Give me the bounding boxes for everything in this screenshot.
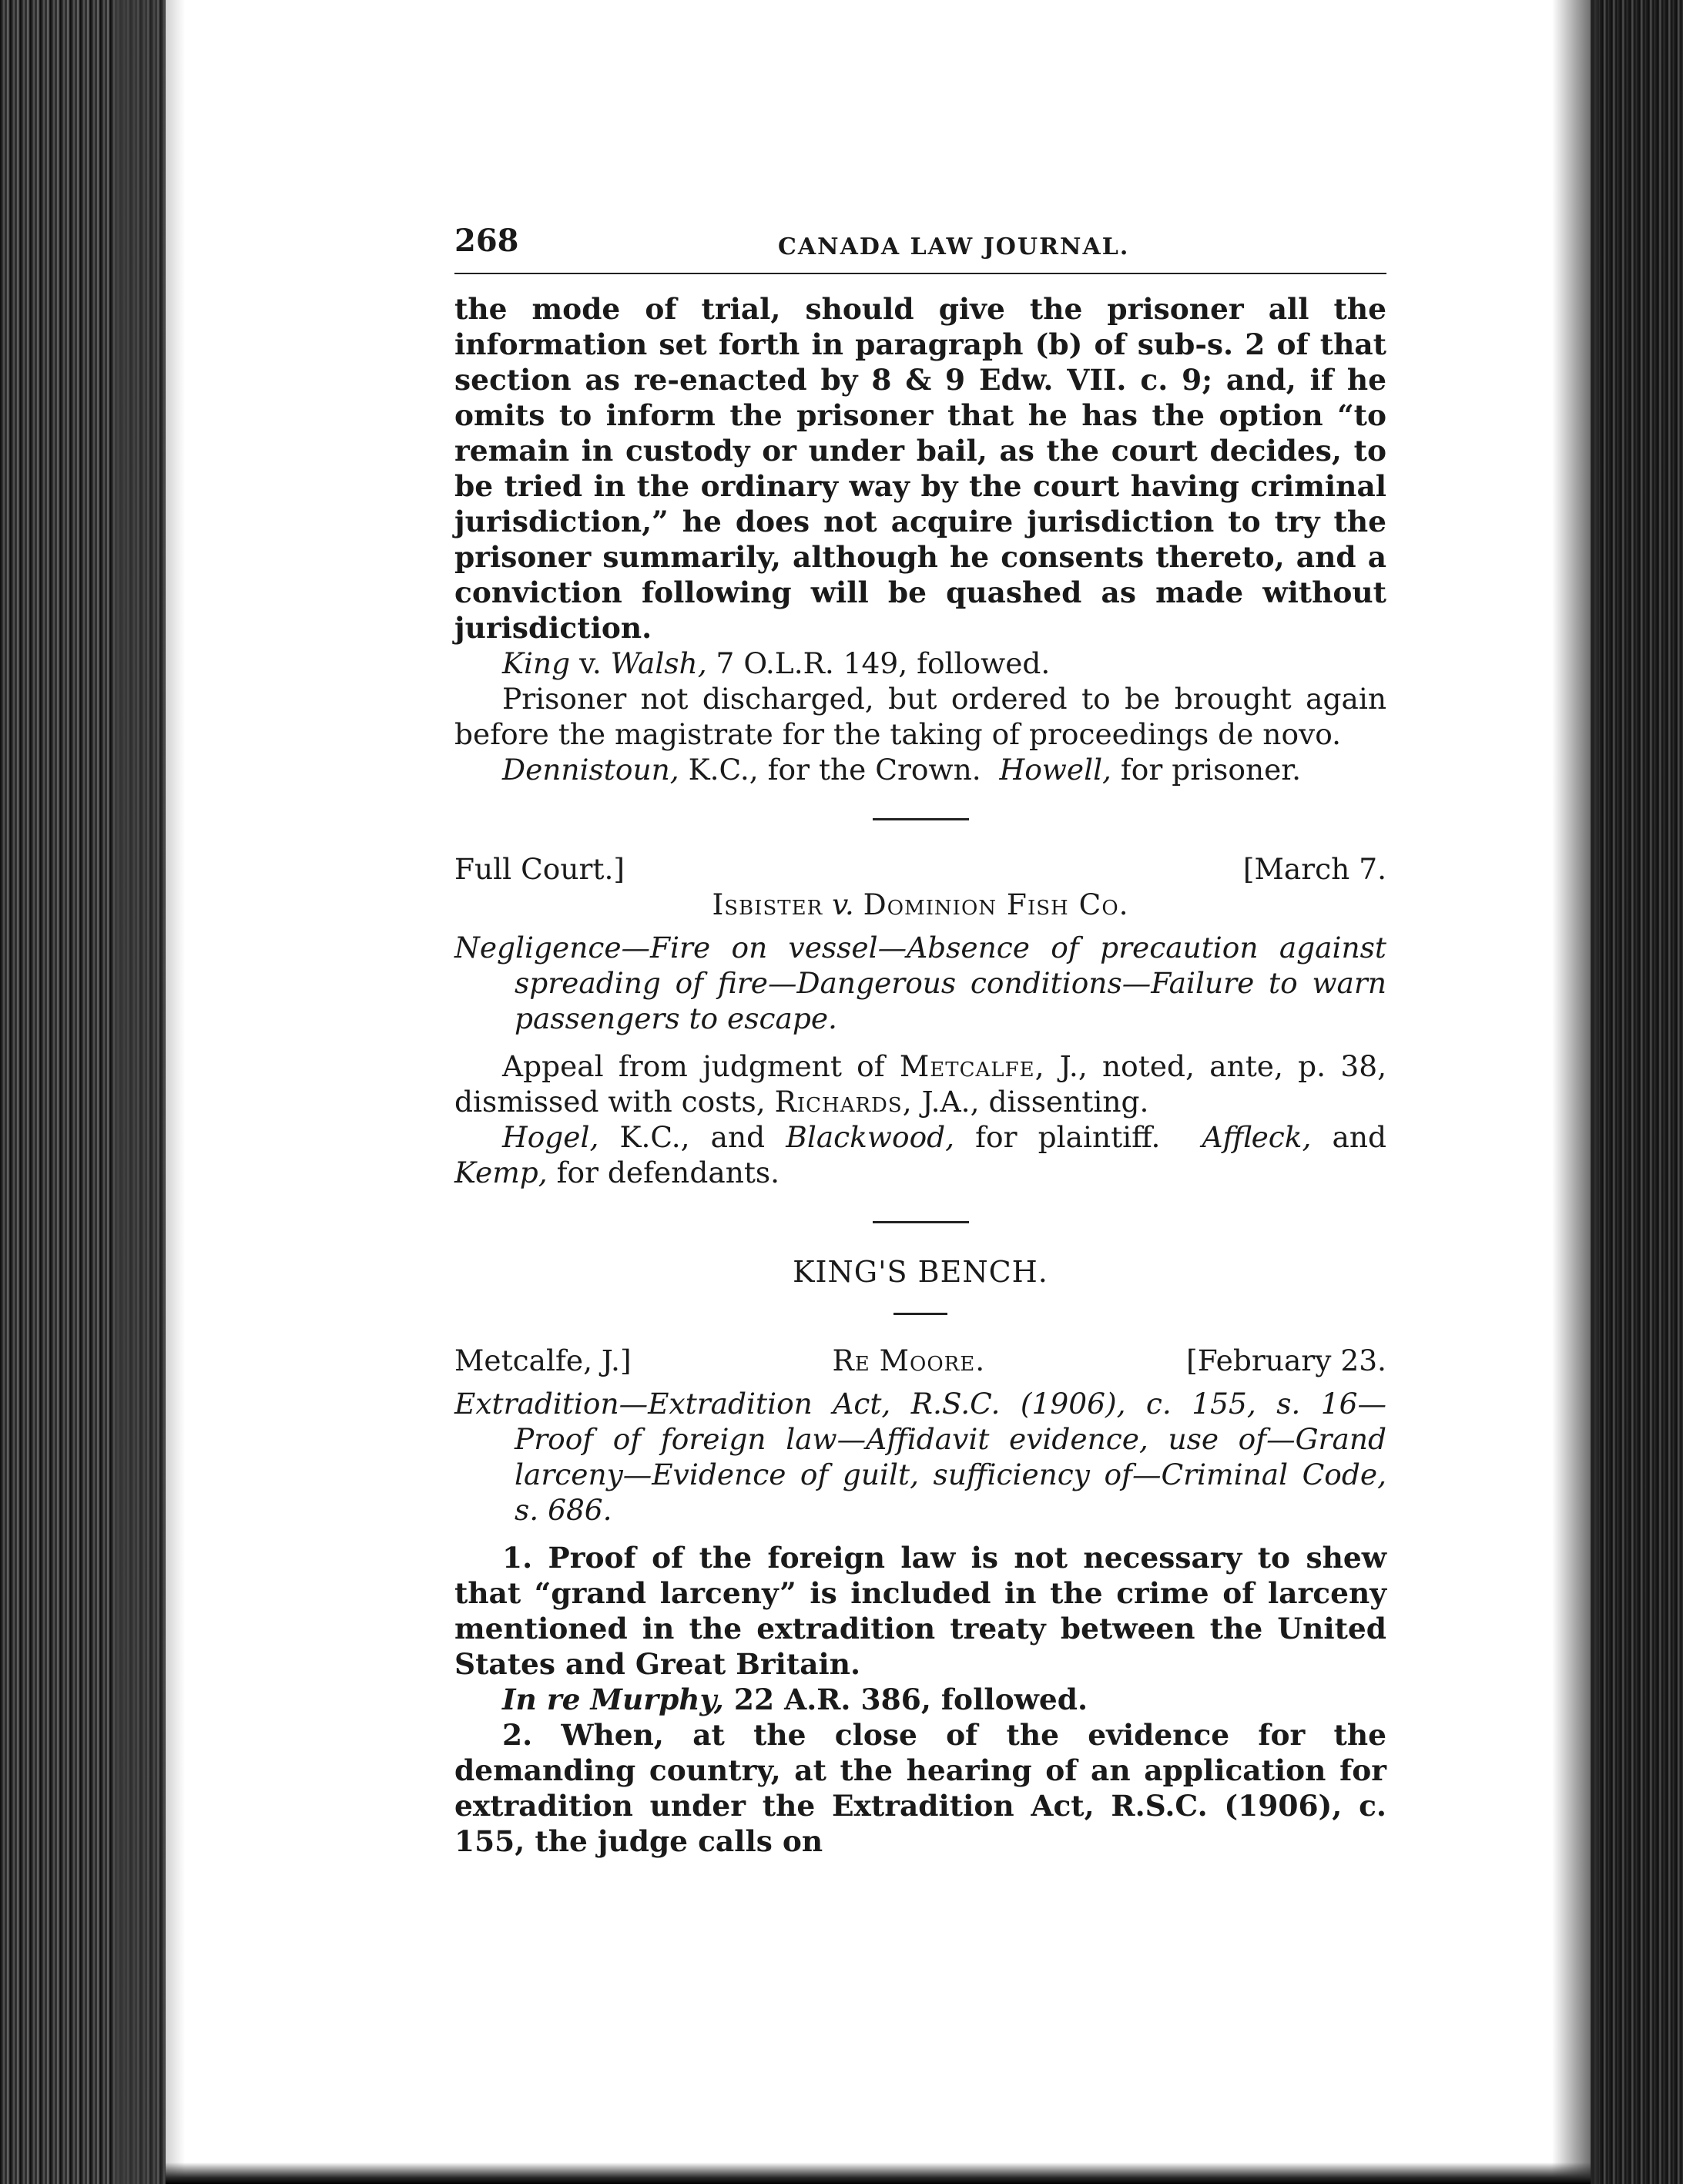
citation-line xyxy=(454,1682,1386,1717)
catchwords: Extradition—Extradition Act, R.S.C. (1906), c. 155, s. 16—Proof of foreign law—Affidavit evidence, use of—Grand larceny—Evidence of guilt, sufficiency of—Criminal Code, s. 686. xyxy=(454,1387,1386,1527)
page-gutter-shadow xyxy=(116,0,185,2184)
court-section-heading: KING'S BENCH. xyxy=(793,1255,1048,1289)
case-title-name: Moore. xyxy=(879,1344,986,1377)
running-title: CANADA LAW JOURNAL. xyxy=(778,233,1130,260)
page-number: 268 xyxy=(454,223,519,259)
case-continuation-text: the mode of trial, should give the prisoner all the information set forth in paragraph (b) of sub-s. 2 of that section as re-enacted by 8 & 9 Edw. VII. c. 9; and, if he omits to inform the prisoner that he has the option “to remain in custody or under bail, as the court decides, to be tried in the ordinary way by the court having criminal jurisdiction,” he does not acquire jurisdiction to try the prisoner summarily, although he consents thereto, and a conviction following will be quashed as made without jurisdiction. xyxy=(454,292,1386,645)
case-party-2: Dominion Fish Co. xyxy=(863,887,1129,921)
result-text: Prisoner not discharged, but ordered to be brought again before the magistrate for the taking of proceedings de novo. xyxy=(454,682,1386,751)
counsel-name: Kemp, xyxy=(454,1156,548,1189)
citation-case-name: King xyxy=(502,646,571,680)
appeal-text-part: J.A., dissenting. xyxy=(921,1085,1149,1119)
journal-page xyxy=(454,223,1386,1859)
counsel-text: for plaintiff. xyxy=(975,1120,1161,1154)
counsel-line xyxy=(454,1119,1386,1190)
case-title xyxy=(833,1343,986,1378)
decision-date: [February 23. xyxy=(1186,1344,1386,1377)
holding-paragraph-2: 2. When, at the close of the evidence for the demanding country, at the hearing of an application for extradition under the Extradition Act, R.S.C. (1906), c. 155, the judge calls on xyxy=(454,1718,1386,1858)
counsel-text: and xyxy=(1332,1120,1387,1154)
appeal-text-part: Appeal from judgment of xyxy=(502,1049,885,1083)
case-versus: v. xyxy=(832,887,854,921)
crown-counsel-name: Dennistoun, xyxy=(502,753,679,787)
page-edge-shadow xyxy=(1552,0,1598,2184)
trial-judge-name: Metcalfe, xyxy=(899,1049,1045,1083)
counsel-text: K.C., and xyxy=(619,1120,766,1154)
holding-paragraph-1: 1. Proof of the foreign law is not necessary to shew that “grand larceny” is included in the crime of larceny mentioned in the extradition treaty between the United States and Great Britain. xyxy=(454,1541,1386,1681)
citation-versus: v. xyxy=(579,646,602,680)
prisoner-counsel-name: Howell, xyxy=(999,753,1111,787)
section-separator xyxy=(893,1313,947,1315)
counsel-name: Blackwood, xyxy=(786,1120,955,1154)
case-title-re: Re xyxy=(832,1344,870,1377)
court-date-row xyxy=(454,1343,1386,1378)
counsel-line xyxy=(454,752,1386,787)
dissent-judge-name: Richards, xyxy=(774,1085,913,1119)
book-edge-right xyxy=(1591,0,1683,2184)
counsel-text: for defendants. xyxy=(556,1156,780,1189)
decision-date: [March 7. xyxy=(1242,852,1386,886)
judge-name: Metcalfe, J.] xyxy=(454,1344,632,1377)
citation-reference: 22 A.R. 386, followed. xyxy=(733,1682,1088,1716)
citation-reference: 7 O.L.R. 149, followed. xyxy=(716,646,1051,680)
appeal-text-part: J., noted, ante, p. 38, dismissed with costs, xyxy=(454,1049,1387,1119)
citation-party: Walsh, xyxy=(610,646,707,680)
citation-line xyxy=(454,646,1386,681)
case-party-1: Isbister xyxy=(712,887,823,921)
appeal-text xyxy=(454,1048,1386,1119)
crown-counsel-role: K.C., for the Crown. xyxy=(688,753,981,787)
section-separator xyxy=(873,818,969,820)
page-header xyxy=(454,223,1386,267)
counsel-name: Hogel, xyxy=(502,1120,599,1154)
case-title xyxy=(454,887,1386,922)
catchwords: Negligence—Fire on vessel—Absence of precaution against spreading of fire—Dangerous conditions—Failure to warn passengers to escape. xyxy=(454,931,1386,1035)
prisoner-counsel-role: for prisoner. xyxy=(1120,753,1302,787)
section-separator xyxy=(873,1221,969,1223)
book-edge-bottom xyxy=(166,2162,1591,2184)
court-date-row xyxy=(454,851,1386,887)
counsel-name: Affleck, xyxy=(1202,1120,1312,1154)
citation-case-name: In re Murphy, xyxy=(502,1682,724,1716)
header-rule xyxy=(454,273,1386,274)
court-name: Full Court.] xyxy=(454,852,625,886)
